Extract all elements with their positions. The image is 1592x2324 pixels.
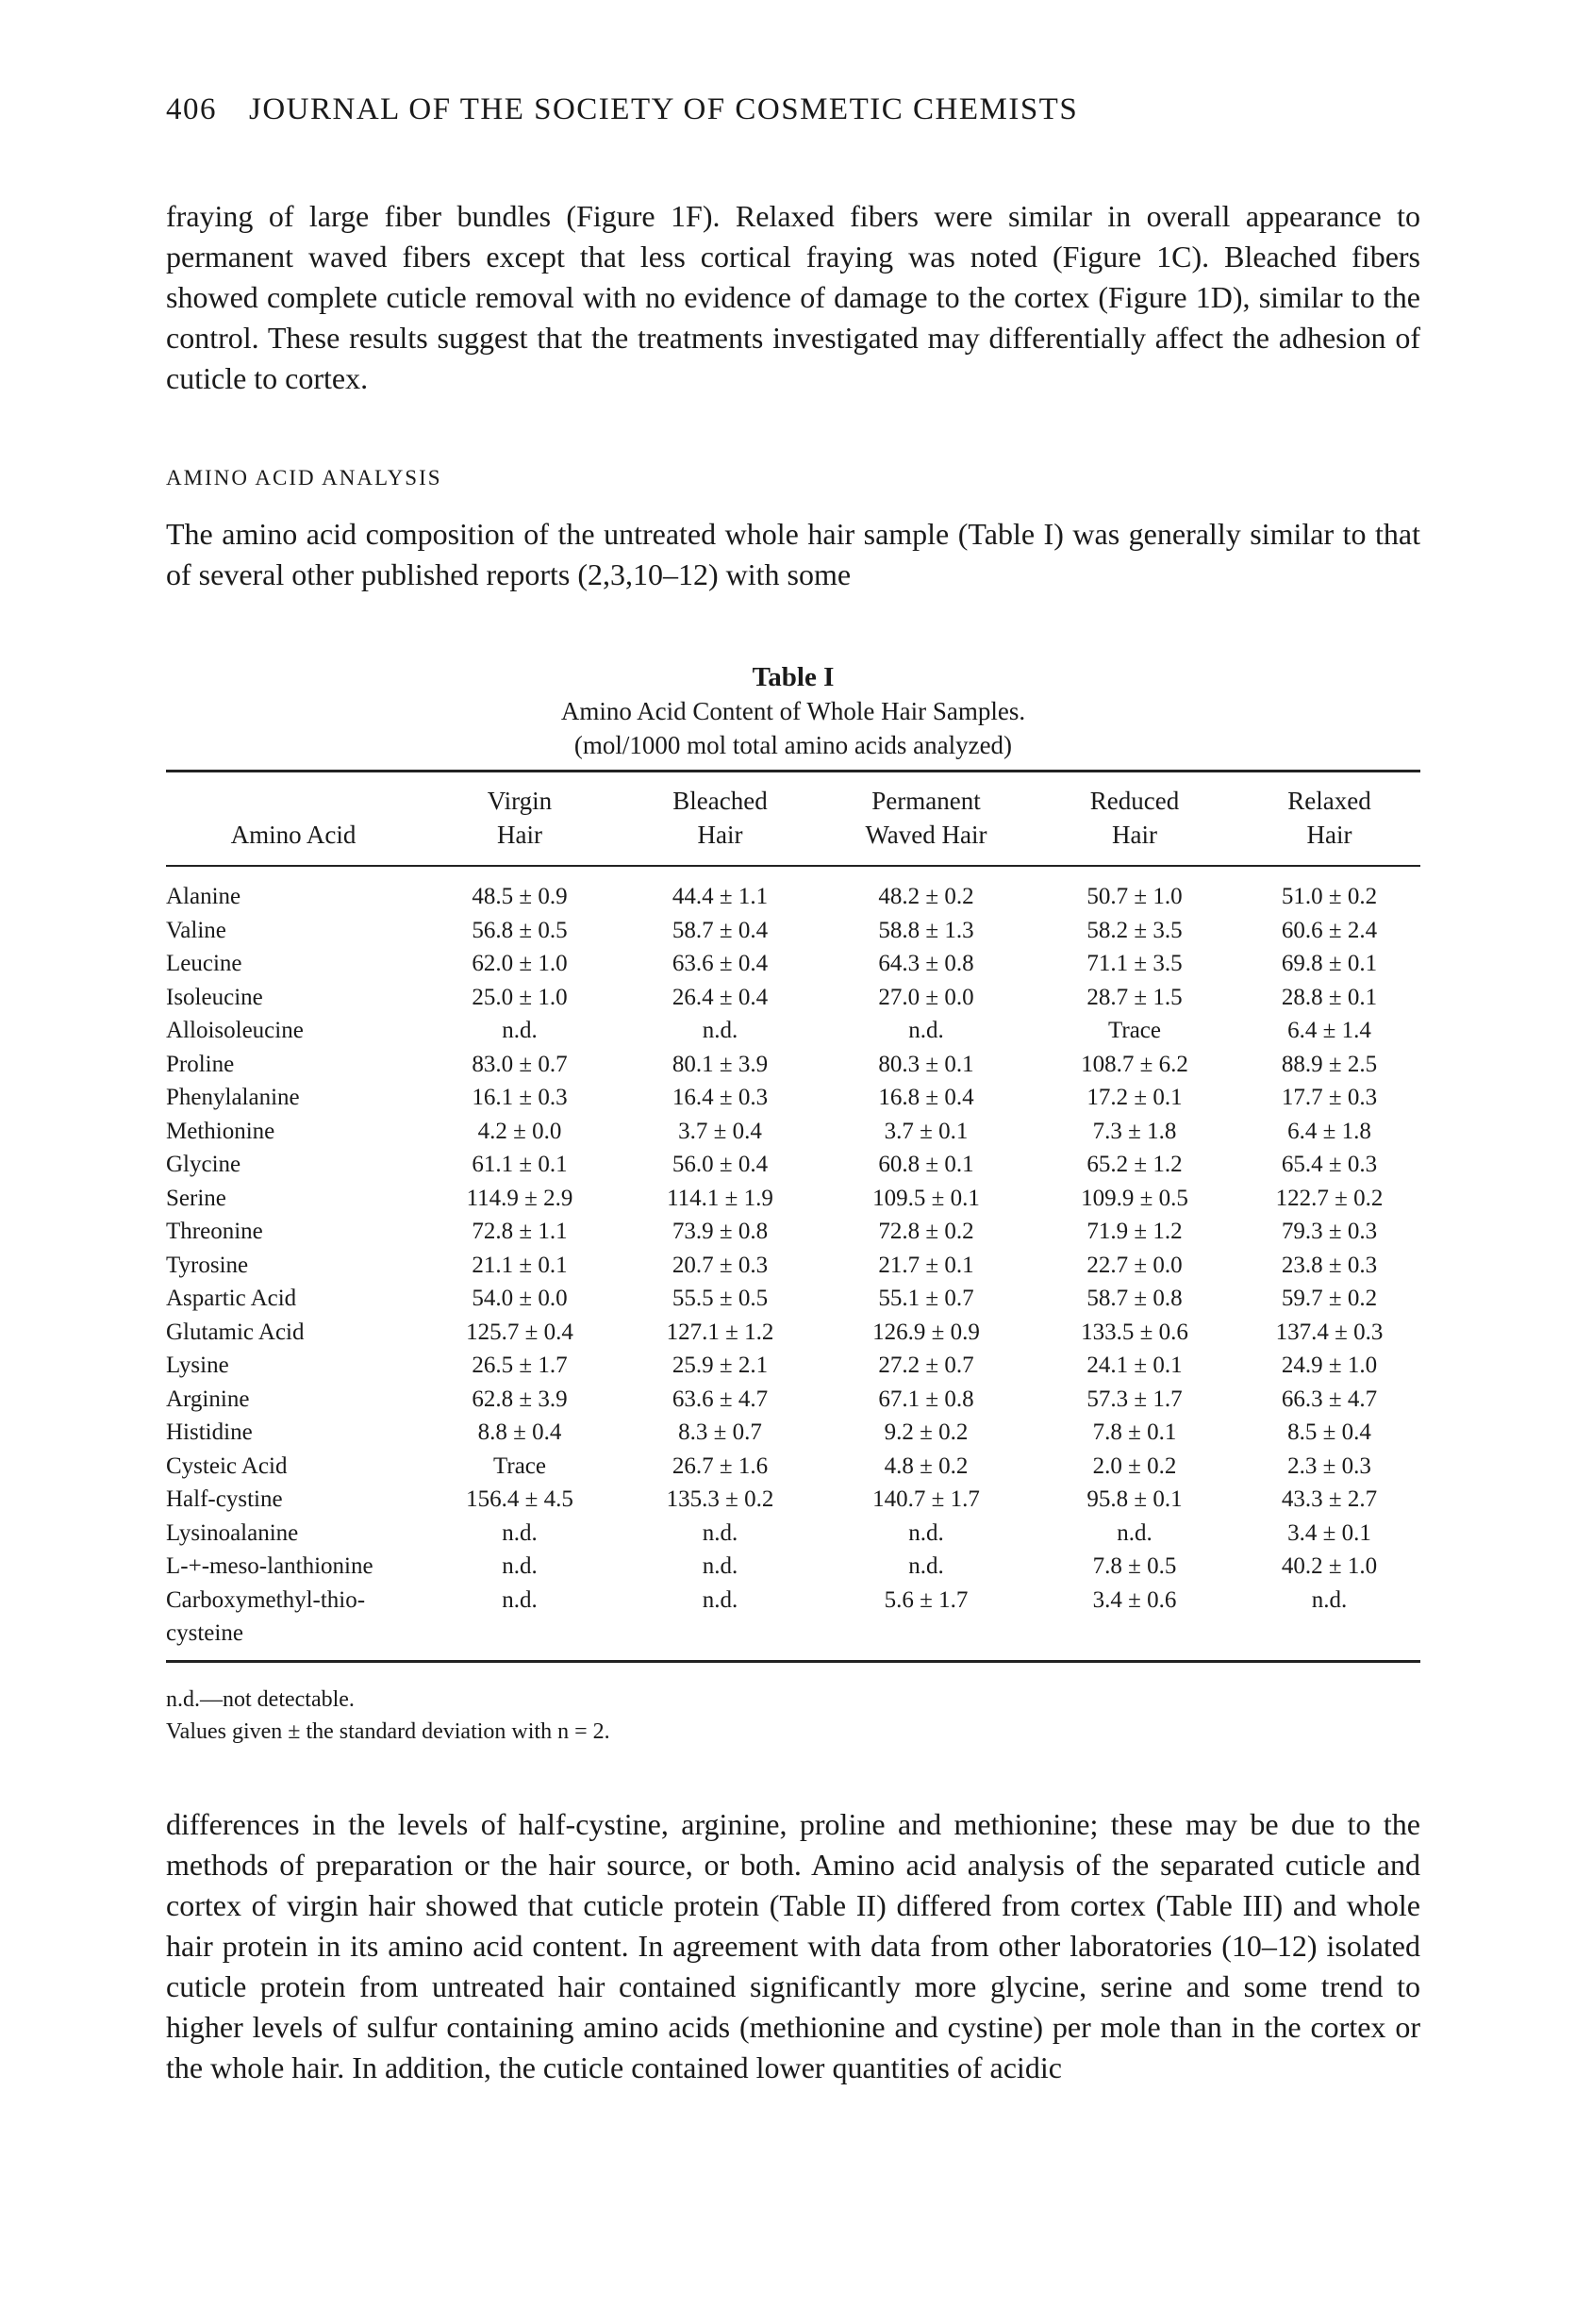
table-cell: 140.7 ± 1.7: [872, 1486, 980, 1512]
table-cell: n.d.: [908, 1553, 944, 1579]
amino-acid-name: Valine: [166, 917, 226, 943]
table-cell: 7.3 ± 1.8: [1092, 1118, 1177, 1144]
amino-acid-name: Glutamic Acid: [166, 1319, 305, 1345]
table-cell: 16.8 ± 0.4: [878, 1085, 974, 1110]
table-cell: n.d.: [702, 1553, 738, 1579]
table-cell: 58.7 ± 0.4: [672, 917, 769, 943]
table-row: [166, 1584, 1420, 1651]
table-bottom-rule: [166, 1660, 1420, 1663]
table-cell: 9.2 ± 0.2: [884, 1419, 969, 1445]
amino-acid-name: Leucine: [166, 951, 242, 976]
table-cell: 17.7 ± 0.3: [1281, 1085, 1378, 1110]
footnote-std-dev: Values given ± the standard deviation with n = 2.: [166, 1719, 610, 1744]
table-row: [166, 1081, 1420, 1115]
table-cell: 108.7 ± 6.2: [1081, 1051, 1188, 1077]
table-cell: 16.1 ± 0.3: [472, 1085, 568, 1110]
table-cell: 55.5 ± 0.5: [672, 1286, 769, 1311]
table-cell: 72.8 ± 0.2: [878, 1219, 974, 1244]
table-cell: 2.0 ± 0.2: [1092, 1452, 1177, 1479]
table-cell: 60.6 ± 2.4: [1281, 917, 1378, 943]
table-cell: 72.8 ± 1.1: [472, 1219, 568, 1244]
amino-acid-name: Half-cystine: [166, 1486, 283, 1512]
table-cell: 2.3 ± 0.3: [1287, 1452, 1371, 1479]
amino-acid-name: Threonine: [166, 1219, 263, 1244]
table-cell: 3.4 ± 0.1: [1287, 1519, 1371, 1546]
table-cell: 66.3 ± 4.7: [1281, 1386, 1378, 1412]
table-row: [166, 1115, 1420, 1149]
amino-acid-name: Aspartic Acid: [166, 1286, 297, 1311]
table-cell: 48.5 ± 0.9: [472, 884, 568, 909]
footnote-nd: n.d.—not detectable.: [166, 1687, 355, 1712]
table-row: [166, 1517, 1420, 1551]
table-cell: 62.8 ± 3.9: [472, 1386, 568, 1412]
table-cell: 7.8 ± 0.1: [1092, 1419, 1177, 1445]
table-cell: 21.1 ± 0.1: [472, 1252, 568, 1278]
table-cell: 56.0 ± 0.4: [672, 1152, 769, 1177]
table-row: [166, 1182, 1420, 1216]
amino-acid-name: Lysinoalanine: [166, 1519, 299, 1546]
table-cell: 3.7 ± 0.1: [884, 1118, 969, 1144]
table-cell: n.d.: [702, 1519, 738, 1546]
table-cell: 48.2 ± 0.2: [878, 884, 974, 909]
amino-acid-name: Tyrosine: [166, 1252, 249, 1278]
page-number: 406: [166, 92, 217, 126]
table-cell: 25.0 ± 1.0: [472, 984, 568, 1010]
table-cell: 135.3 ± 0.2: [666, 1486, 774, 1512]
table-cell: 54.0 ± 0.0: [472, 1286, 568, 1311]
table-cell: 73.9 ± 0.8: [672, 1219, 769, 1244]
amino-acid-name: Alanine: [166, 884, 241, 909]
table-row: [166, 1014, 1420, 1048]
table-cell: 61.1 ± 0.1: [472, 1152, 568, 1177]
table-caption: [166, 660, 1420, 762]
table-cell: 65.4 ± 0.3: [1281, 1152, 1378, 1177]
table-cell: 126.9 ± 0.9: [872, 1319, 980, 1345]
body-paragraph-3: differences in the levels of half-cystine, arginine, proline and methionine; these may be due to the methods of preparation or the hair source, or both. Amino acid analysis of the separated cuticle and cortex of virgin hair showed that cuticle protein (Table II) differed from cortex (Table III) and whole hair protein in its amino acid content. In agreement with data from other laboratories (10–12) isolated cuticle protein from untreated hair contained significantly more glycine, serine and some trend to higher levels of sulfur containing amino acids (methionine and cystine) per mole than in the cortex or the whole hair. In addition, the cuticle contained lower quantities of acidic: [166, 1807, 1420, 2084]
table-cell: 137.4 ± 0.3: [1275, 1319, 1384, 1345]
table-cell: 4.8 ± 0.2: [884, 1452, 969, 1479]
table-cell: 6.4 ± 1.8: [1287, 1118, 1371, 1144]
table-cell: 26.7 ± 1.6: [672, 1452, 769, 1479]
table-cell: Trace: [1107, 1018, 1161, 1043]
amino-acid-name: Phenylalanine: [166, 1085, 300, 1110]
table-row: [166, 880, 1420, 914]
table-cell: 125.7 ± 0.4: [466, 1319, 573, 1345]
table-cell: n.d.: [702, 1586, 738, 1613]
table-cell: n.d.: [908, 1018, 944, 1043]
table-cell: 28.7 ± 1.5: [1086, 984, 1183, 1010]
table-cell: 59.7 ± 0.2: [1281, 1286, 1378, 1311]
body-paragraph-1: fraying of large fiber bundles (Figure 1F). Relaxed fibers were similar in overall appearance to permanent waved fibers except that less cortical fraying was noted (Figure 1C). Bleached fibers showed complete cuticle removal with no evidence of damage to the cortex (Figure 1D), similar to the control. These results suggest that the treatments investigated may differentially affect the adhesion of cuticle to cortex.: [166, 199, 1420, 395]
table-cell: 71.9 ± 1.2: [1086, 1219, 1183, 1244]
amino-acid-name: Methionine: [166, 1118, 275, 1144]
table-cell: 80.3 ± 0.1: [878, 1051, 974, 1077]
table-row: [166, 981, 1420, 1015]
table-cell: 20.7 ± 0.3: [672, 1252, 769, 1278]
table-cell: 57.3 ± 1.7: [1086, 1386, 1183, 1412]
table-cell: 56.8 ± 0.5: [472, 917, 568, 943]
table-cell: 51.0 ± 0.2: [1281, 884, 1378, 909]
table-cell: 43.3 ± 2.7: [1281, 1486, 1378, 1512]
table-cell: 26.5 ± 1.7: [472, 1353, 568, 1378]
table-cell: 44.4 ± 1.1: [672, 884, 769, 909]
table-row: [166, 1483, 1420, 1517]
amino-acid-name: Proline: [166, 1051, 235, 1077]
table-cell: 40.2 ± 1.0: [1281, 1553, 1378, 1579]
table-cell: 55.1 ± 0.7: [878, 1286, 974, 1311]
table-cell: n.d.: [1117, 1519, 1153, 1546]
body-paragraph-2: The amino acid composition of the untreated whole hair sample (Table I) was generally similar to that of several other published reports (2,3,10–12) with some: [166, 517, 1420, 591]
table-cell: 5.6 ± 1.7: [884, 1586, 969, 1613]
table-cell: 22.7 ± 0.0: [1086, 1252, 1183, 1278]
table-cell: 27.2 ± 0.7: [878, 1353, 974, 1378]
table-cell: 60.8 ± 0.1: [878, 1152, 974, 1177]
amino-acid-name: Isoleucine: [166, 984, 263, 1010]
table-cell: 64.3 ± 0.8: [878, 951, 974, 976]
table-cell: 65.2 ± 1.2: [1086, 1152, 1183, 1177]
table-cell: 109.9 ± 0.5: [1081, 1185, 1188, 1211]
table-cell: 63.6 ± 0.4: [672, 951, 769, 976]
table-row: [166, 1550, 1420, 1584]
table-cell: 67.1 ± 0.8: [878, 1386, 974, 1412]
table-cell: n.d.: [502, 1519, 538, 1546]
table-body: [166, 867, 1420, 1660]
running-header: [166, 92, 1078, 127]
column-header-virgin: Virgin Hair: [487, 787, 553, 849]
table-subtitle: (mol/1000 mol total amino acids analyzed): [573, 731, 1013, 759]
table-cell: 127.1 ± 1.2: [666, 1319, 774, 1345]
amino-acid-name: Cysteic Acid: [166, 1452, 288, 1479]
table-row: [166, 1383, 1420, 1417]
table-row: [166, 1048, 1420, 1082]
column-header-relaxed: Relaxed Hair: [1287, 787, 1371, 849]
table-cell: 8.3 ± 0.7: [678, 1419, 762, 1445]
table-cell: 62.0 ± 1.0: [472, 951, 568, 976]
table-row: [166, 1316, 1420, 1350]
table-cell: 122.7 ± 0.2: [1275, 1185, 1384, 1211]
table-cell: 27.0 ± 0.0: [878, 984, 974, 1010]
amino-acid-name: Histidine: [166, 1419, 253, 1445]
table-row: [166, 1450, 1420, 1484]
table-cell: 24.1 ± 0.1: [1086, 1353, 1183, 1378]
table-cell: 114.9 ± 2.9: [466, 1185, 573, 1211]
table-cell: 79.3 ± 0.3: [1281, 1219, 1378, 1244]
table-row: [166, 1249, 1420, 1283]
table-cell: n.d.: [502, 1018, 538, 1043]
table-row: [166, 1349, 1420, 1383]
table-cell: 3.4 ± 0.6: [1092, 1586, 1177, 1613]
table-cell: 156.4 ± 4.5: [466, 1486, 573, 1512]
amino-acid-name: Arginine: [166, 1386, 250, 1412]
table-cell: 50.7 ± 1.0: [1086, 884, 1183, 909]
table-footnotes: [166, 1684, 610, 1748]
table-cell: Trace: [492, 1452, 546, 1479]
table-cell: 88.9 ± 2.5: [1281, 1051, 1378, 1077]
table-cell: n.d.: [908, 1519, 944, 1546]
table-cell: 71.1 ± 3.5: [1086, 951, 1183, 976]
table-cell: 23.8 ± 0.3: [1281, 1252, 1378, 1278]
table-cell: 6.4 ± 1.4: [1287, 1018, 1371, 1043]
table-cell: 4.2 ± 0.0: [477, 1118, 562, 1144]
table-row: [166, 1148, 1420, 1182]
amino-acid-name: Lysine: [166, 1353, 229, 1378]
table-cell: n.d.: [702, 1018, 738, 1043]
table-cell: 24.9 ± 1.0: [1281, 1353, 1378, 1378]
column-header-bleached: Bleached Hair: [672, 787, 768, 849]
table-title: Amino Acid Content of Whole Hair Samples.: [560, 697, 1026, 725]
table-column-headers: [166, 772, 1420, 865]
amino-acid-name: Serine: [166, 1185, 226, 1211]
table-cell: 25.9 ± 2.1: [672, 1353, 769, 1378]
table-cell: 80.1 ± 3.9: [672, 1051, 769, 1077]
table-row: [166, 1282, 1420, 1316]
table-cell: 28.8 ± 0.1: [1281, 984, 1378, 1010]
table-cell: 114.1 ± 1.9: [667, 1185, 773, 1211]
table-cell: 8.8 ± 0.4: [477, 1419, 562, 1445]
table-cell: 16.4 ± 0.3: [672, 1085, 769, 1110]
table-cell: 21.7 ± 0.1: [878, 1252, 974, 1278]
table-row: [166, 914, 1420, 948]
table-row: [166, 947, 1420, 981]
table-cell: 69.8 ± 0.1: [1281, 951, 1378, 976]
table-row: [166, 1416, 1420, 1450]
table-cell: 7.8 ± 0.5: [1092, 1553, 1177, 1579]
amino-acid-name: Glycine: [166, 1152, 241, 1177]
table-cell: 17.2 ± 0.1: [1086, 1085, 1183, 1110]
table-cell: 63.6 ± 4.7: [672, 1386, 769, 1412]
column-header-permanent-waved: Permanent Waved Hair: [865, 787, 987, 849]
table-cell: 26.4 ± 0.4: [672, 984, 769, 1010]
column-header-amino-acid: Amino Acid: [230, 821, 357, 849]
table-cell: 95.8 ± 0.1: [1086, 1486, 1183, 1512]
column-header-reduced: Reduced Hair: [1089, 787, 1180, 849]
table-cell: 133.5 ± 0.6: [1081, 1319, 1188, 1345]
table-cell: n.d.: [1311, 1586, 1348, 1613]
amino-acid-name: L-+-meso-lanthionine: [166, 1553, 373, 1579]
amino-acid-name: Alloisoleucine: [166, 1018, 304, 1043]
table-row: [166, 1215, 1420, 1249]
amino-acid-table: [166, 770, 1420, 1663]
table-cell: 8.5 ± 0.4: [1287, 1419, 1371, 1445]
table-number: Table I: [752, 662, 835, 692]
table-cell: 109.5 ± 0.1: [872, 1185, 980, 1211]
table-cell: 58.8 ± 1.3: [878, 917, 974, 943]
table-cell: 83.0 ± 0.7: [472, 1051, 568, 1077]
table-cell: 58.2 ± 3.5: [1086, 917, 1183, 943]
table-cell: 3.7 ± 0.4: [678, 1118, 762, 1144]
journal-title: JOURNAL OF THE SOCIETY OF COSMETIC CHEMISTS: [249, 92, 1079, 126]
table-cell: 58.7 ± 0.8: [1086, 1286, 1183, 1311]
amino-acid-name: Carboxymethyl-thio-cysteine: [166, 1586, 366, 1646]
table-cell: n.d.: [502, 1553, 538, 1579]
table-cell: n.d.: [502, 1586, 538, 1613]
section-heading: AMINO ACID ANALYSIS: [166, 466, 442, 490]
